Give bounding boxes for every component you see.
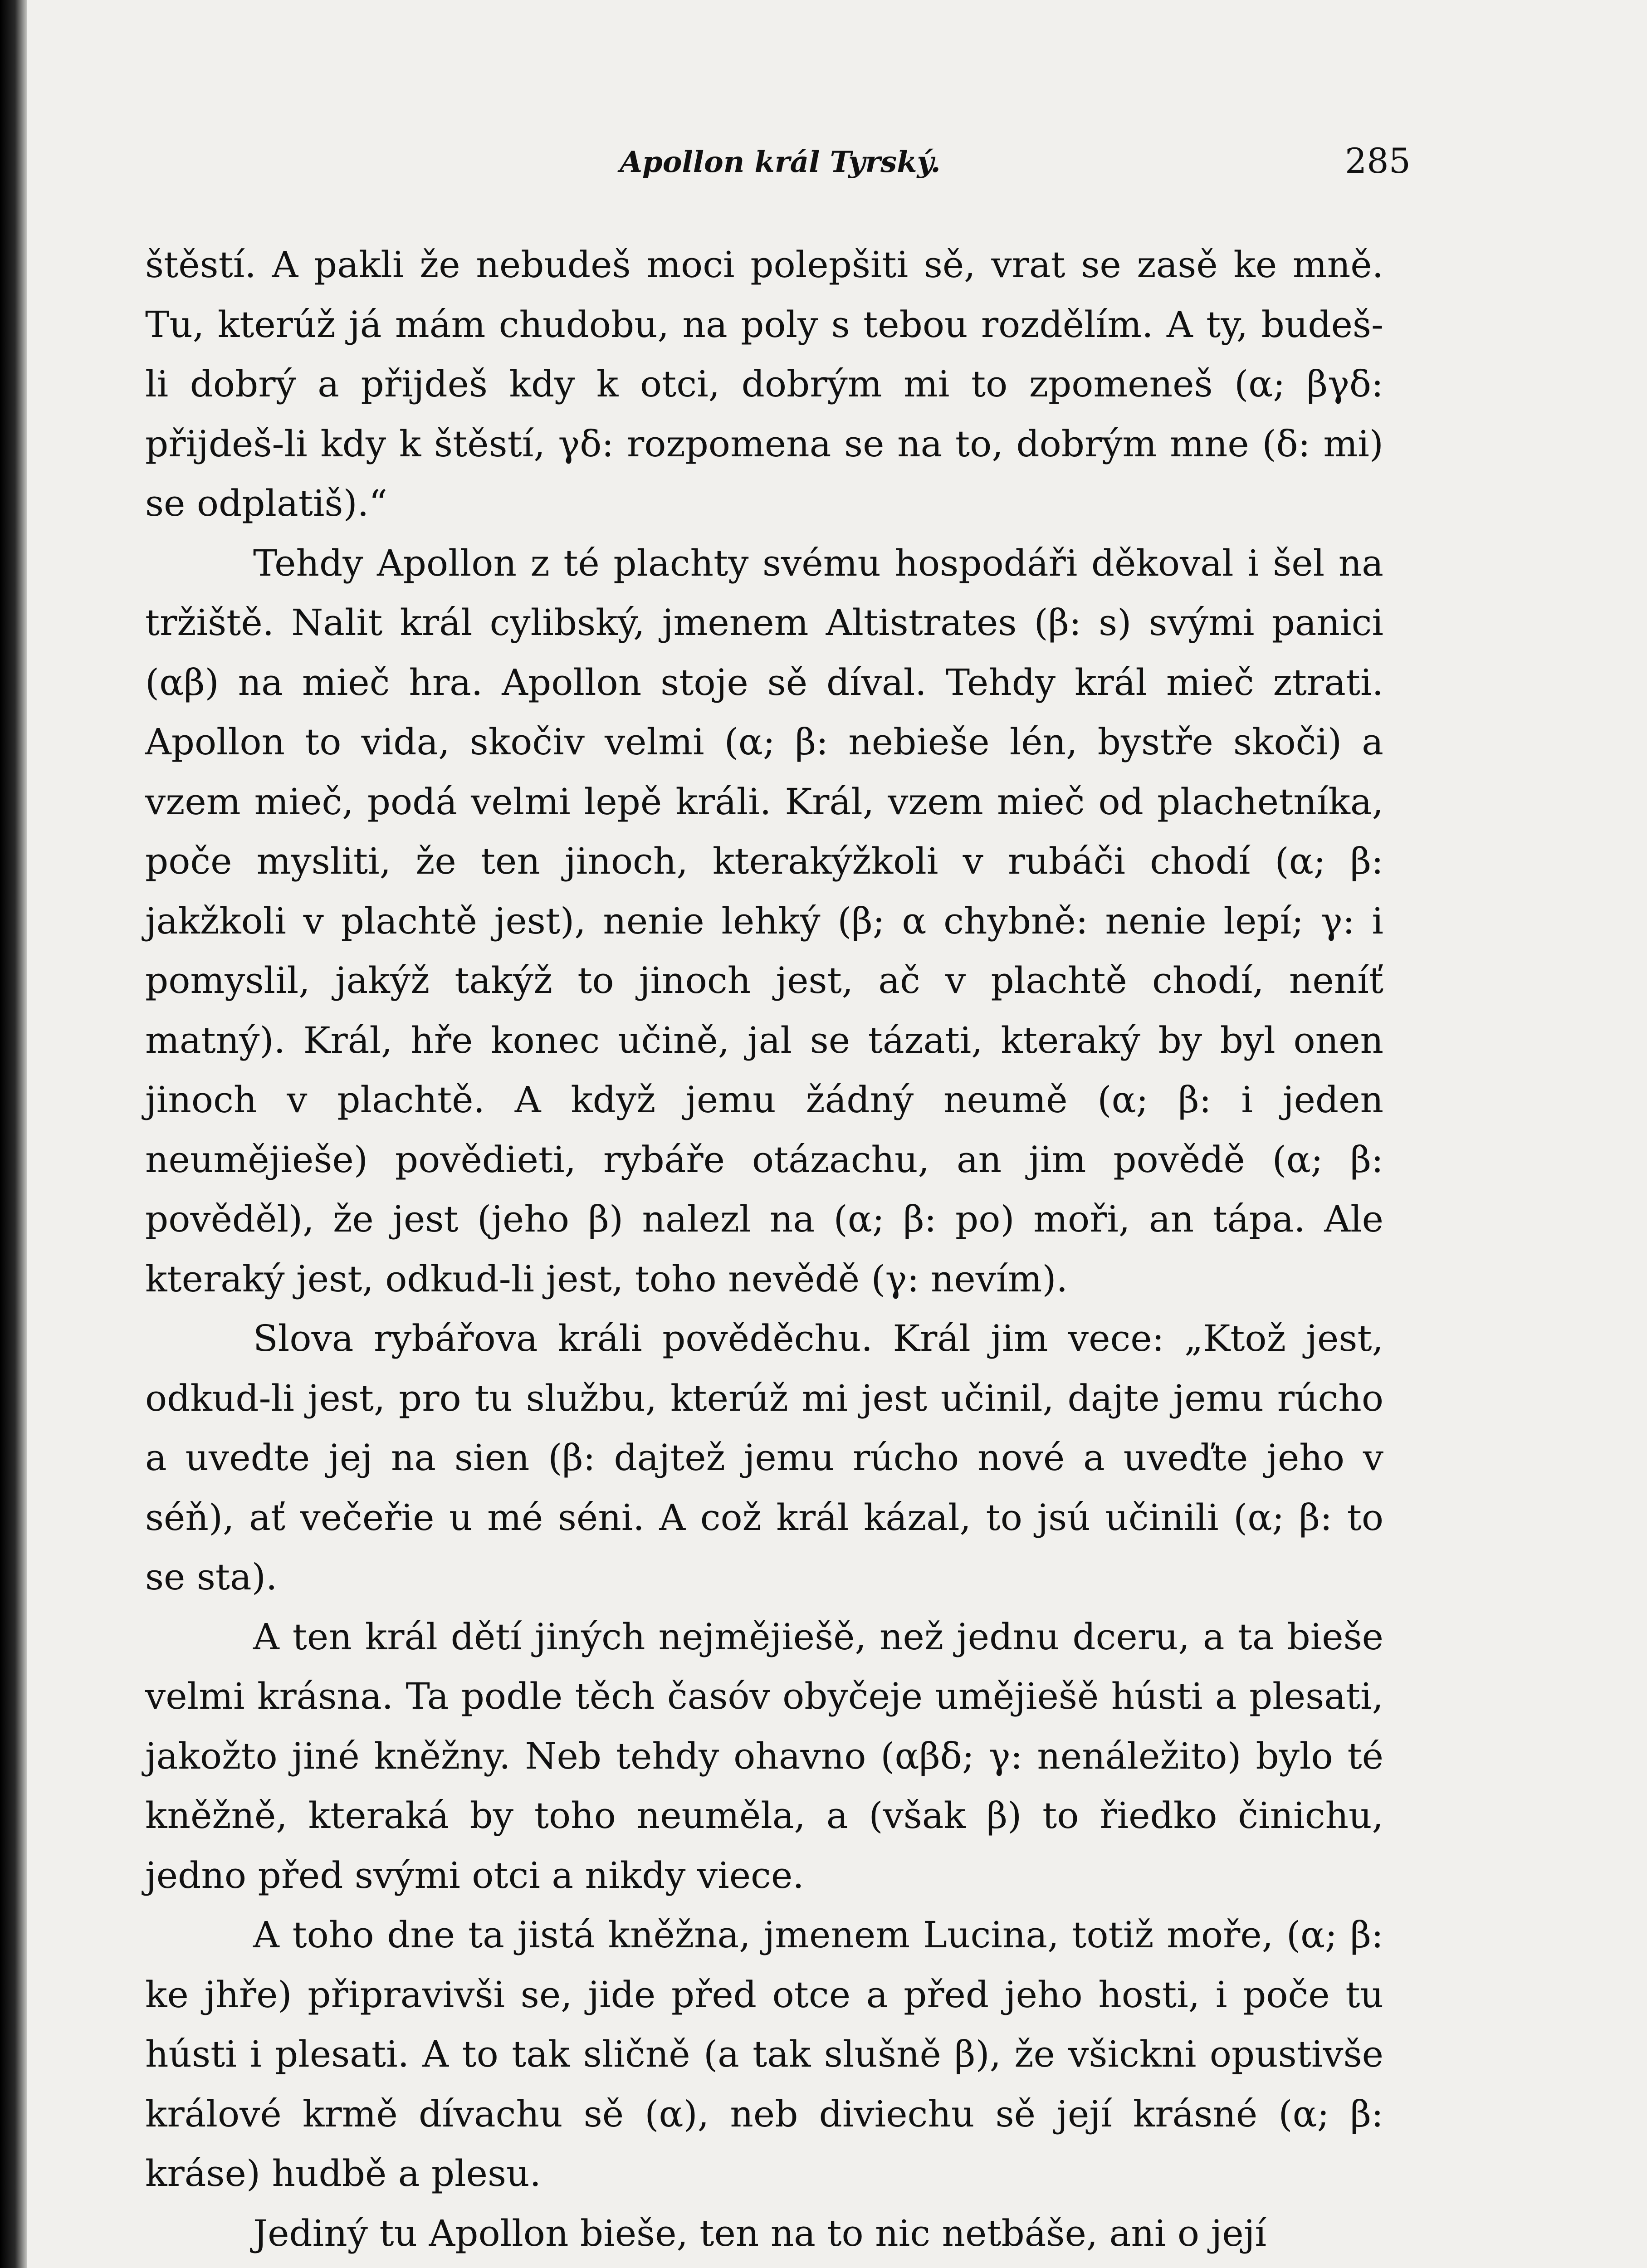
page-header (150, 136, 1411, 200)
paragraph-1: štěstí. A pakli že nebudeš moci polepšiti sě, vrat se zasě ke mně. Tu, kterúž já mám chudobu, na poly s tebou rozdělím. A ty, budeš-li dobrý a přijdeš kdy k otci, dobrým mi to zpomeneš (α; βγδ: přijdeš-li kdy k štěstí, γδ: rozpomena se na to, dobrým mne (δ: mi) se odplatiš).“ (145, 244, 1383, 524)
running-title: Apollon král Tyrský. (620, 145, 941, 179)
paragraph-2: Tehdy Apollon z té plachty svému hospodáři děkoval i šel na tržiště. Nalit král cylibský, jmenem Altistrates (β: s) svými panici (αβ) na mieč hra. Apollon stoje sě díval. Tehdy král mieč ztrati. Apollon to vida, skočiv velmi (α; β: nebieše lén, bystře skoči) a vzem mieč, podá velmi lepě králi. Král, vzem mieč od plachetníka, poče mysliti, že ten jinoch, kterakýžkoli v rubáči chodí (α; β: jakžkoli v plachtě jest), nenie lehký (β; α chybně: nenie lepí; γ: i pomyslil, jakýž takýž to jinoch jest, ač v plachtě chodí, neníť matný). Král, hře konec učině, jal se tázati, kteraký by byl onen jinoch v plachtě. A když jemu žádný neumě (α; β: i jeden neumějieše) povědieti, rybáře otázachu, an jim povědě (α; β: pověděl), že jest (jeho β) nalezl na (α; β: po) moři, an tápa. Ale kteraký jest, odkud-li jest, toho nevědě (γ: nevím). (145, 542, 1383, 1300)
paragraph-4: A ten král dětí jiných nejmějiešě, než jednu dceru, a ta bieše velmi krásna. Ta podle těch časóv obyčeje umějiešě hústi a plesati, jakožto jiné kněžny. Neb tehdy ohavno (αβδ; γ: nenáležito) bylo té kněžně, kteraká by toho neuměla, a (však β) to řiedko činichu, jedno před svými otci a nikdy viece. (145, 1615, 1383, 1897)
page-edge (0, 0, 27, 2268)
body-text (145, 235, 1383, 2263)
paragraph-3: Slova rybářova králi pověděchu. Král jim vece: „Ktož jest, odkud-li jest, pro tu službu, kterúž mi jest učinil, dajte jemu rúcho a uvedte jej na sien (β: dajtež jemu rúcho nové a uveďte jeho v séň), ať večeřie u mé séni. A což král kázal, to jsú učinili (α; β: to se sta). (145, 1317, 1383, 1598)
paragraph-5: A toho dne ta jistá kněžna, jmenem Lucina, totiž moře, (α; β: ke jhře) připravivši se, jide před otce a před jeho hosti, i poče tu hústi i plesati. A to tak sličně (a tak slušně β), že všickni opustivše králové krmě dívachu sě (α), neb diviechu sě její krásné (α; β: kráse) hudbě a plesu. (145, 1914, 1383, 2195)
paragraph-6: Jediný tu Apollon bieše, ten na to nic netbáše, ani o její (253, 2212, 1267, 2254)
page-number: 285 (1344, 141, 1411, 181)
